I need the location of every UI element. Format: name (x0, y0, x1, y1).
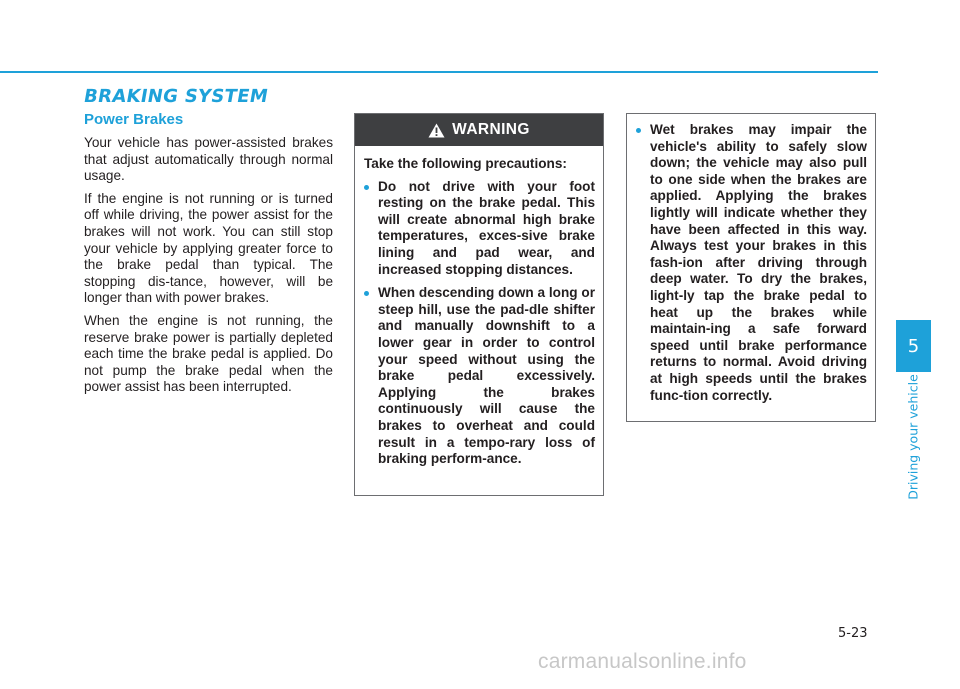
warning-body (355, 146, 603, 468)
bullet-dot-icon (364, 291, 369, 296)
warning-bullet-text: When descending down a long or steep hill, use the pad-dle shifter and manually downshift to a lower gear in order to control your speed without using the brake pedal excessively. Applying the brakes continuously will cause the brakes to overheat and could result in a tempo-rary loss of braking perform-ance. (378, 285, 595, 467)
chapter-label: Driving your vehicle (905, 374, 921, 500)
body-paragraph: If the engine is not running or is turned off while driving, the power assist for the brakes will not work. You can still stop your vehicle by applying greater force to the brake pedal than typical. The stopping dis-tance, however, will be longer than with power brakes. (84, 190, 333, 306)
warning-bullet-text: Do not drive with your foot resting on the brake pedal. This will create abnormal high brake temperatures, exces-sive brake lining and pad wear, and increased stopping distances. (378, 178, 595, 277)
warning-bullet (364, 179, 595, 279)
warning-header (355, 114, 603, 146)
watermark: carmanualsonline.info (538, 650, 747, 673)
section-title: BRAKING SYSTEM (82, 86, 270, 107)
bullet-dot-icon (636, 128, 641, 133)
top-divider (0, 71, 878, 73)
warning-bullet (364, 285, 595, 468)
warning-intro: Take the following precautions: (364, 156, 567, 171)
body-paragraph: When the engine is not running, the reserve brake power is partially depleted each time the brake pedal is applied. Do not pump the brake pedal when the power assist has been interrupted. (84, 312, 333, 395)
warning-label: WARNING (452, 121, 530, 138)
warning-triangle-icon (428, 123, 445, 138)
warning-bullet-text: Wet brakes may impair the vehicle's ability to safely slow down; the vehicle may also pull to one side when the brakes are applied. Applying the brakes lightly will indicate whether they have been affected in this way. Always test your brakes in this fash-ion after driving through deep water. To dry the brakes, light-ly tap the brake pedal to heat up the brakes while maintain-ing a safe forward speed until brake performance returns to normal. Avoid driving at high speeds until the brakes func-tion correctly. (650, 122, 867, 403)
body-text-column (84, 135, 333, 402)
page-number: 5-23 (838, 626, 868, 641)
bullet-dot-icon (364, 185, 369, 190)
body-paragraph: Your vehicle has power-assisted brakes that adjust automatically through normal usage. (84, 135, 333, 184)
subsection-title: Power Brakes (84, 111, 184, 128)
warning-continued-box (626, 113, 876, 422)
chapter-number: 5 (907, 335, 920, 357)
warning-box (354, 113, 604, 496)
warning-bullet (636, 122, 867, 404)
